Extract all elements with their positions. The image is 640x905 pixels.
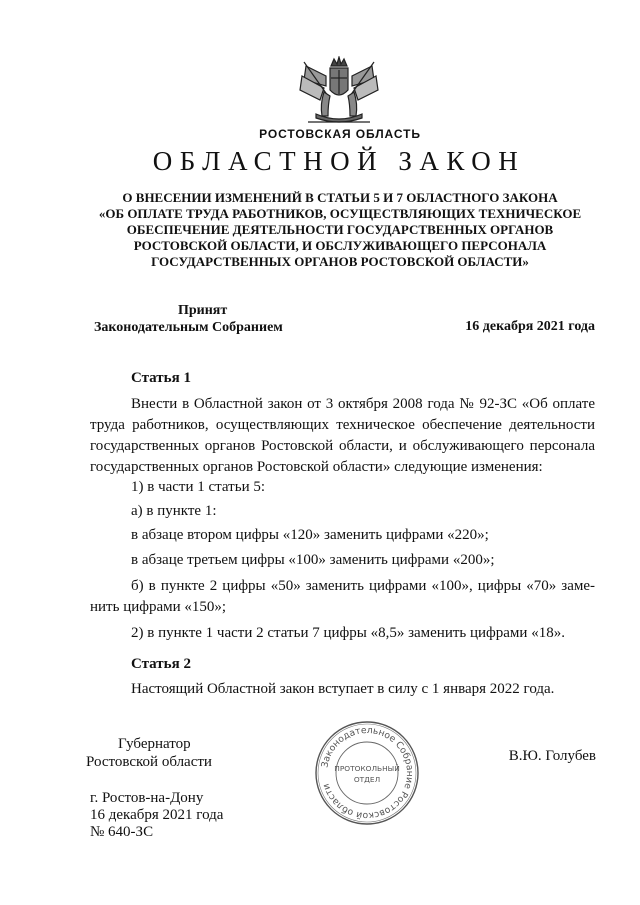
article-2-text: Настоящий Областной закон вступает в силу с 1 января 2022 года. (131, 681, 555, 697)
subject-line: «ОБ ОПЛАТЕ ТРУДА РАБОТНИКОВ, ОСУЩЕСТВЛЯЮЩИХ ТЕХНИЧЕСКОЕ (98, 206, 582, 221)
signing-details (90, 790, 223, 841)
law-number: № 640-ЗС (90, 824, 154, 840)
adoption-block (94, 302, 283, 336)
subject-line: РОСТОВСКОЙ ОБЛАСТИ, И ОБСЛУЖИВАЮЩЕГО ПЕРСОНАЛА (133, 238, 547, 253)
article-1-intro (90, 394, 595, 478)
position-region: Ростовской области (86, 754, 212, 770)
intro-paragraph: Внести в Областной закон от 3 октября 2008 года № 92-ЗС «Об оплате труда работников, осуществляющих техническое обеспечение деятельности государственных органов Ростовской области, и обслуживающего персонала государственных органов Ростовской области» следующие изменения: (90, 396, 595, 475)
region-name: РОСТОВСКАЯ ОБЛАСТЬ (259, 127, 421, 141)
article-1-heading: Статья 1 (131, 370, 191, 386)
position-title: Губернатор (118, 736, 191, 752)
coat-of-arms-icon (298, 56, 380, 124)
item-1a: а) в пункте 1: (131, 503, 217, 519)
item-1: 1) в части 1 статьи 5: (131, 479, 266, 495)
subject-line: О ВНЕСЕНИИ ИЗМЕНЕНИЙ В СТАТЬИ 5 И 7 ОБЛАСТНОГО ЗАКОНА (122, 190, 558, 205)
signatory-position (86, 735, 212, 771)
adopted-by: Законодательным Собранием (94, 320, 283, 335)
stamp-center-line-1: ПРОТОКОЛЬНЫЙ (334, 764, 400, 773)
document-title: ОБЛАСТНОЙ ЗАКОН (152, 146, 526, 176)
stamp-ring-text: Законодательное Собрание Ростовской области (319, 724, 416, 822)
subject-line: ГОСУДАРСТВЕННЫХ ОРГАНОВ РОСТОВСКОЙ ОБЛАСТИ» (151, 254, 529, 269)
signing-date: 16 декабря 2021 года (90, 807, 224, 823)
signing-city: г. Ростов-на-Дону (90, 790, 204, 806)
adoption-date: 16 декабря 2021 года (465, 319, 595, 334)
article-2-heading: Статья 2 (131, 656, 191, 672)
round-seal-stamp-icon (314, 720, 420, 826)
item-1a-paragraph-1: в абзаце втором цифры «120» заменить цифрами «220»; (131, 527, 489, 543)
law-subject (80, 190, 600, 270)
item-1b: б) в пункте 2 цифры «50» заменить цифрами «100», цифры «70» заме-нить цифрами «150»; (90, 578, 595, 615)
signatory-name: В.Ю. Голубев (508, 748, 596, 764)
item-2: 2) в пункте 1 части 2 статьи 7 цифры «8,5» заменить цифрами «18». (131, 625, 565, 641)
subject-line: ОБЕСПЕЧЕНИЕ ДЕЯТЕЛЬНОСТИ ГОСУДАРСТВЕННЫХ ОРГАНОВ (126, 222, 554, 237)
adopted-label: Принят (178, 303, 228, 318)
item-1a-paragraph-2: в абзаце третьем цифры «100» заменить цифрами «200»; (131, 552, 495, 568)
stamp-center-line-2: ОТДЕЛ (353, 775, 381, 784)
item-1b-block (90, 576, 595, 618)
